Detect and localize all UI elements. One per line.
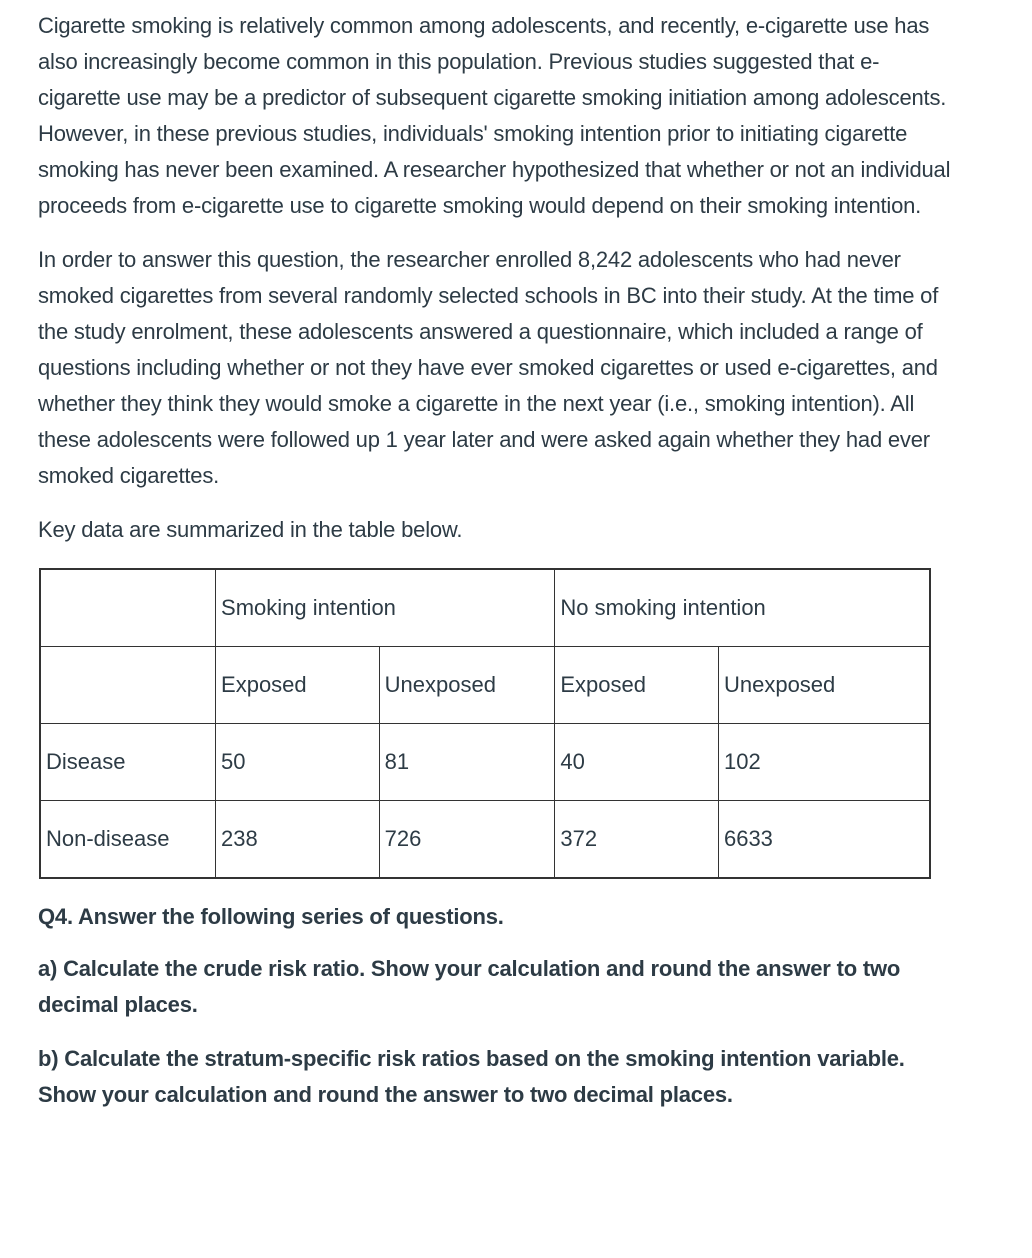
exposure-header-cell: Unexposed bbox=[718, 647, 930, 724]
row-label-disease: Disease bbox=[40, 724, 216, 801]
exposure-header-cell: Unexposed bbox=[379, 647, 555, 724]
document-body bbox=[38, 8, 958, 1113]
methods-paragraph: In order to answer this question, the researcher enrolled 8,242 adolescents who had never smoked cigarettes from several randomly selected schools in BC into their study. At the time of the study enrolment, these adolescents answered a questionnaire, which included a range of questions including whether or not they have ever smoked cigarettes or used e-cigarettes, and whether they think they would smoke a cigarette in the next year (i.e., smoking intention). All these adolescents were followed up 1 year later and were asked again whether they had ever smoked cigarettes. bbox=[38, 247, 939, 488]
stratum-header-no-smoking-intention: No smoking intention bbox=[555, 569, 930, 647]
table-cell: 726 bbox=[379, 801, 555, 879]
exposure-header-cell: Exposed bbox=[216, 647, 380, 724]
table-row bbox=[40, 724, 930, 801]
table-empty-cell bbox=[40, 647, 216, 724]
intro-paragraph: Cigarette smoking is relatively common among adolescents, and recently, e-cigarette use has also increasingly become common in this population. Previous studies suggested that e-cigarette use may be a predictor of subsequent cigarette smoking initiation among adolescents. However, in these previous studies, individuals' smoking intention prior to initiating cigarette smoking has never been examined. A researcher hypothesized that whether or not an individual proceeds from e-cigarette use to cigarette smoking would depend on their smoking intention. bbox=[38, 13, 951, 218]
table-cell: 372 bbox=[555, 801, 719, 879]
table-cell: 6633 bbox=[718, 801, 930, 879]
table-row bbox=[40, 569, 930, 647]
table-cell: 102 bbox=[718, 724, 930, 801]
table-cell: 40 bbox=[555, 724, 719, 801]
question-title: Q4. Answer the following series of questions. bbox=[38, 904, 504, 929]
table-cell: 238 bbox=[216, 801, 380, 879]
data-table bbox=[39, 568, 931, 879]
table-cell: 50 bbox=[216, 724, 380, 801]
table-row bbox=[40, 647, 930, 724]
question-b: b) Calculate the stratum-specific risk ratios based on the smoking intention variable. Show your calculation and round the answer to two decimal places. bbox=[38, 1046, 905, 1107]
table-row bbox=[40, 801, 930, 879]
exposure-header-cell: Exposed bbox=[555, 647, 719, 724]
question-a: a) Calculate the crude risk ratio. Show your calculation and round the answer to two decimal places. bbox=[38, 956, 901, 1017]
row-label-non-disease: Non-disease bbox=[40, 801, 216, 879]
table-cell: 81 bbox=[379, 724, 555, 801]
table-corner-cell bbox=[40, 569, 216, 647]
table-intro-paragraph: Key data are summarized in the table below. bbox=[38, 517, 463, 542]
stratum-header-smoking-intention: Smoking intention bbox=[216, 569, 555, 647]
questions-section bbox=[38, 899, 958, 1113]
